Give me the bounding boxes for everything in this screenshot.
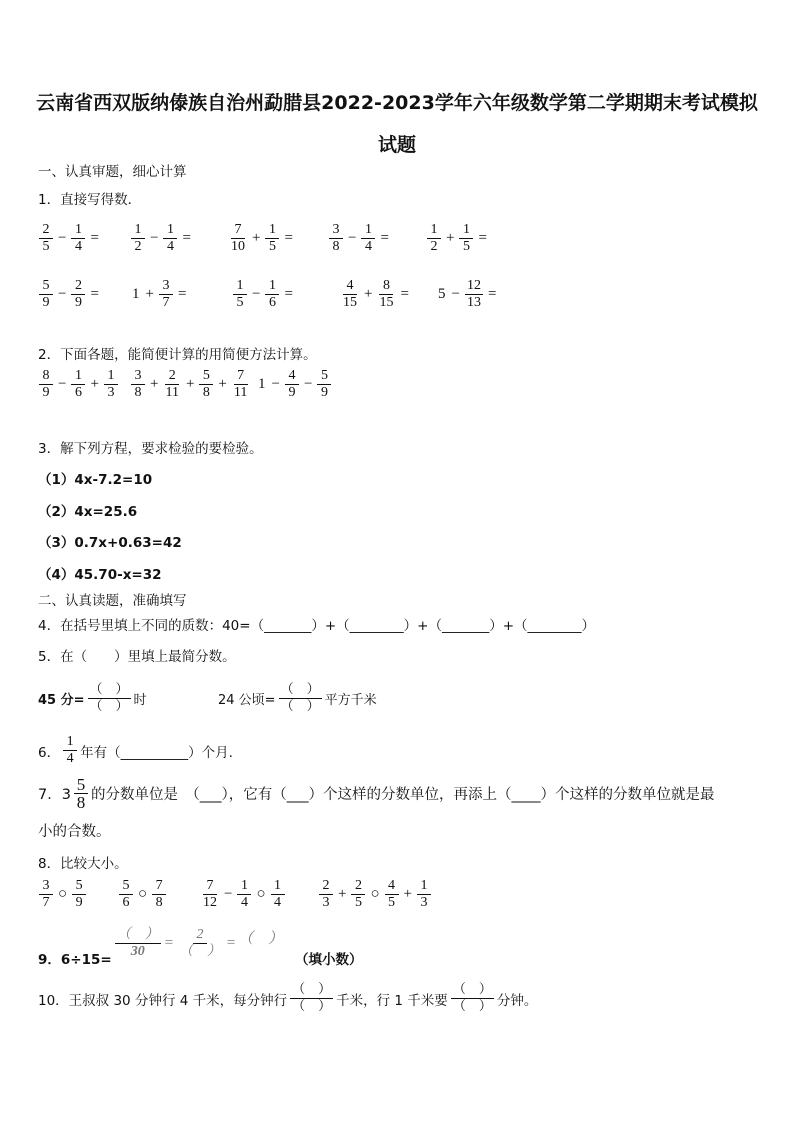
- q9-fraction-2[interactable]: $\frac{2}{( )}$: [178, 926, 221, 959]
- equation-1: （1）4x-7.2=10: [38, 472, 153, 488]
- q1-fraction: $\frac{3}{8}$: [329, 222, 343, 255]
- fraction: $\frac{7}{11}$: [233, 368, 248, 400]
- q6-number: 6．: [38, 744, 61, 761]
- page-title: 云南省西双版纳傣族自治州勐腊县2022-2023学年六年级数学第二学期期末考试模拟: [36, 92, 758, 114]
- q1-fraction: $\frac{1}{5}$: [265, 222, 279, 255]
- page-title-line2: 试题: [377, 134, 416, 156]
- fraction: $\frac{5}{9}$: [317, 368, 331, 401]
- q1-problem: 5 − $\frac{12}{13}$ =: [438, 278, 497, 310]
- equation-3: （3）0.7x+0.63=42: [38, 535, 182, 551]
- q1-fraction: $\frac{3}{7}$: [159, 278, 173, 311]
- q1-fraction: $\frac{1}{6}$: [265, 278, 279, 311]
- q2-expression-3: 1 − $\frac{4}{9}$ − $\frac{5}{9}$: [256, 368, 332, 401]
- q5b-prefix: 24 公顷=: [218, 693, 276, 708]
- fraction: $\frac{4}{5}$: [385, 878, 399, 911]
- section-heading-2: 二、认真读题，准确填写: [38, 593, 187, 609]
- question-4: 4．在括号里填上不同的质数：40=（_______）+（________）+（_______）+（________）: [38, 618, 596, 634]
- q1-problem: $\frac{7}{10}$ + $\frac{1}{5}$ =: [231, 222, 293, 254]
- equation-2: （2）4x=25.6: [38, 504, 138, 520]
- section-heading-1: 一、认真审题，细心计算: [38, 164, 187, 180]
- q1-problem: $\frac{1}{2}$ + $\frac{1}{5}$ =: [426, 222, 489, 255]
- q5a-prefix: 45 分=: [38, 693, 85, 708]
- q1-problem: $\frac{4}{15}$ + $\frac{8}{15}$ =: [343, 278, 409, 310]
- q1-fraction: $\frac{1}{5}$: [459, 222, 473, 255]
- fraction: $\frac{1}{3}$: [417, 878, 431, 911]
- q9-decimal-blank[interactable]: （ ）: [237, 930, 283, 947]
- fraction: $\frac{8}{9}$: [39, 368, 53, 401]
- q1-fraction: $\frac{5}{9}$: [39, 278, 53, 311]
- fraction: $\frac{1}{4}$: [237, 878, 251, 911]
- q7-line-2: 小的合数。: [38, 824, 111, 840]
- question-8: 8．比较大小。: [38, 856, 128, 872]
- fraction: $\frac{2}{11}$: [165, 368, 179, 400]
- q1-fraction: $\frac{4}{15}$: [343, 278, 357, 310]
- fraction: $\frac{4}{9}$: [285, 368, 299, 401]
- fraction: $\frac{2}{5}$: [351, 878, 365, 911]
- q7-text: 的分数单位是 （___），它有（___）个这样的分数单位，再添上（____）个这样的分数单位就是最: [90, 787, 715, 803]
- q1-problem: $\frac{2}{5}$ − $\frac{1}{4}$ =: [38, 222, 101, 255]
- fraction: $\frac{7}{12}$: [203, 878, 217, 910]
- q8-comparison-1: $\frac{3}{7}$ ○ $\frac{5}{9}$: [38, 878, 87, 911]
- q1-fraction: $\frac{1}{2}$: [427, 222, 441, 255]
- q5b-answer-fraction[interactable]: $\frac{( )}{( )}$: [280, 682, 320, 714]
- fraction: $\frac{1}{3}$: [104, 368, 118, 401]
- q1-problem: $\frac{1}{5}$ − $\frac{1}{6}$ =: [232, 278, 295, 311]
- q10-text-3: 分钟。: [496, 992, 538, 1009]
- q10-answer-fraction-1[interactable]: $\frac{( )}{( )}$: [292, 982, 332, 1014]
- q5-part-b: [218, 682, 377, 715]
- q6-text: 年有（__________）个月.: [80, 744, 233, 761]
- q8-comparison-4: $\frac{2}{3}$ + $\frac{2}{5}$ ○ $\frac{4}{5}$ + $\frac{1}{3}$: [318, 878, 432, 911]
- q6-fraction: $\frac{1}{4}$: [63, 734, 77, 767]
- q10-text-2: 千米，行 1 千米要: [336, 992, 448, 1009]
- q2-expression-2: $\frac{3}{8}$ + $\frac{2}{11}$ + $\frac{5}{8}$ + $\frac{7}{11}$: [130, 368, 250, 401]
- q1-fraction: $\frac{1}{5}$: [233, 278, 247, 311]
- question-5: 5．在（ ）里填上最简分数。: [38, 649, 236, 665]
- q1-fraction: $\frac{7}{10}$: [231, 222, 245, 254]
- fraction: $\frac{3}{8}$: [131, 368, 145, 401]
- q1-problem: $\frac{5}{9}$ − $\frac{2}{9}$ =: [38, 278, 101, 311]
- q8-comparison-2: $\frac{5}{6}$ ○ $\frac{7}{8}$: [118, 878, 167, 911]
- fraction: $\frac{7}{8}$: [152, 878, 166, 911]
- q10-text-1: 10．王叔叔 30 分钟行 4 千米，每分钟行: [38, 992, 288, 1009]
- q1-fraction: $\frac{2}{5}$: [39, 222, 53, 255]
- q1-fraction: $\frac{2}{9}$: [71, 278, 85, 311]
- question-3: 3．解下列方程，要求检验的要检验。: [38, 441, 263, 457]
- question-10: [38, 982, 537, 1015]
- q9-fraction-1[interactable]: $\frac{( )}{30}$: [116, 926, 159, 959]
- equation-4: （4）45.70-x=32: [38, 567, 162, 583]
- q7-number: 7．3: [38, 787, 71, 803]
- fraction: $\frac{1}{4}$: [271, 878, 285, 911]
- q9-hint: （填小数）: [294, 952, 363, 968]
- q1-fraction: $\frac{1}{4}$: [71, 222, 85, 255]
- fraction: $\frac{1}{6}$: [71, 368, 85, 401]
- fraction: $\frac{3}{7}$: [39, 878, 53, 911]
- q5a-suffix: 时: [133, 693, 147, 708]
- q7-fraction: $\frac{5}{8}$: [74, 776, 88, 811]
- q1-fraction: $\frac{1}{4}$: [361, 222, 375, 255]
- question-1: 1．直接写得数．: [38, 192, 142, 208]
- q1-problem: $\frac{1}{2}$ − $\frac{1}{4}$ =: [130, 222, 193, 255]
- q1-fraction: $\frac{8}{15}$: [379, 278, 394, 310]
- question-7: [38, 776, 714, 811]
- q5-part-a: [38, 682, 147, 715]
- question-6: [38, 734, 233, 767]
- q1-fraction: $\frac{12}{13}$: [466, 278, 481, 310]
- q2-expression-1: $\frac{8}{9}$ − $\frac{1}{6}$ + $\frac{1}{3}$: [38, 368, 119, 401]
- q9-prefix: 9．6÷15=: [38, 952, 112, 968]
- q10-answer-fraction-2[interactable]: $\frac{( )}{( )}$: [452, 982, 492, 1014]
- question-2: 2．下面各题，能简便计算的用简便方法计算。: [38, 347, 317, 363]
- q1-problem: 1 + $\frac{3}{7}$ =: [132, 278, 187, 310]
- q5a-answer-fraction[interactable]: $\frac{( )}{( )}$: [89, 682, 129, 714]
- q1-fraction: $\frac{1}{2}$: [131, 222, 145, 255]
- q1-problem: $\frac{3}{8}$ − $\frac{1}{4}$ =: [328, 222, 391, 255]
- fraction: $\frac{5}{6}$: [119, 878, 133, 911]
- q5b-suffix: 平方千米: [324, 693, 377, 708]
- question-9: 9．6÷15= $\frac{( )}{30}$ = $\frac{2}{( )}$ = （ ） （填小数）: [38, 926, 363, 968]
- fraction: $\frac{5}{9}$: [72, 878, 86, 911]
- q1-fraction: $\frac{1}{4}$: [163, 222, 177, 255]
- q8-comparison-3: $\frac{7}{12}$ − $\frac{1}{4}$ ○ $\frac{1}{4}$: [200, 878, 286, 911]
- fraction: $\frac{2}{3}$: [319, 878, 333, 911]
- fraction: $\frac{5}{8}$: [199, 368, 213, 401]
